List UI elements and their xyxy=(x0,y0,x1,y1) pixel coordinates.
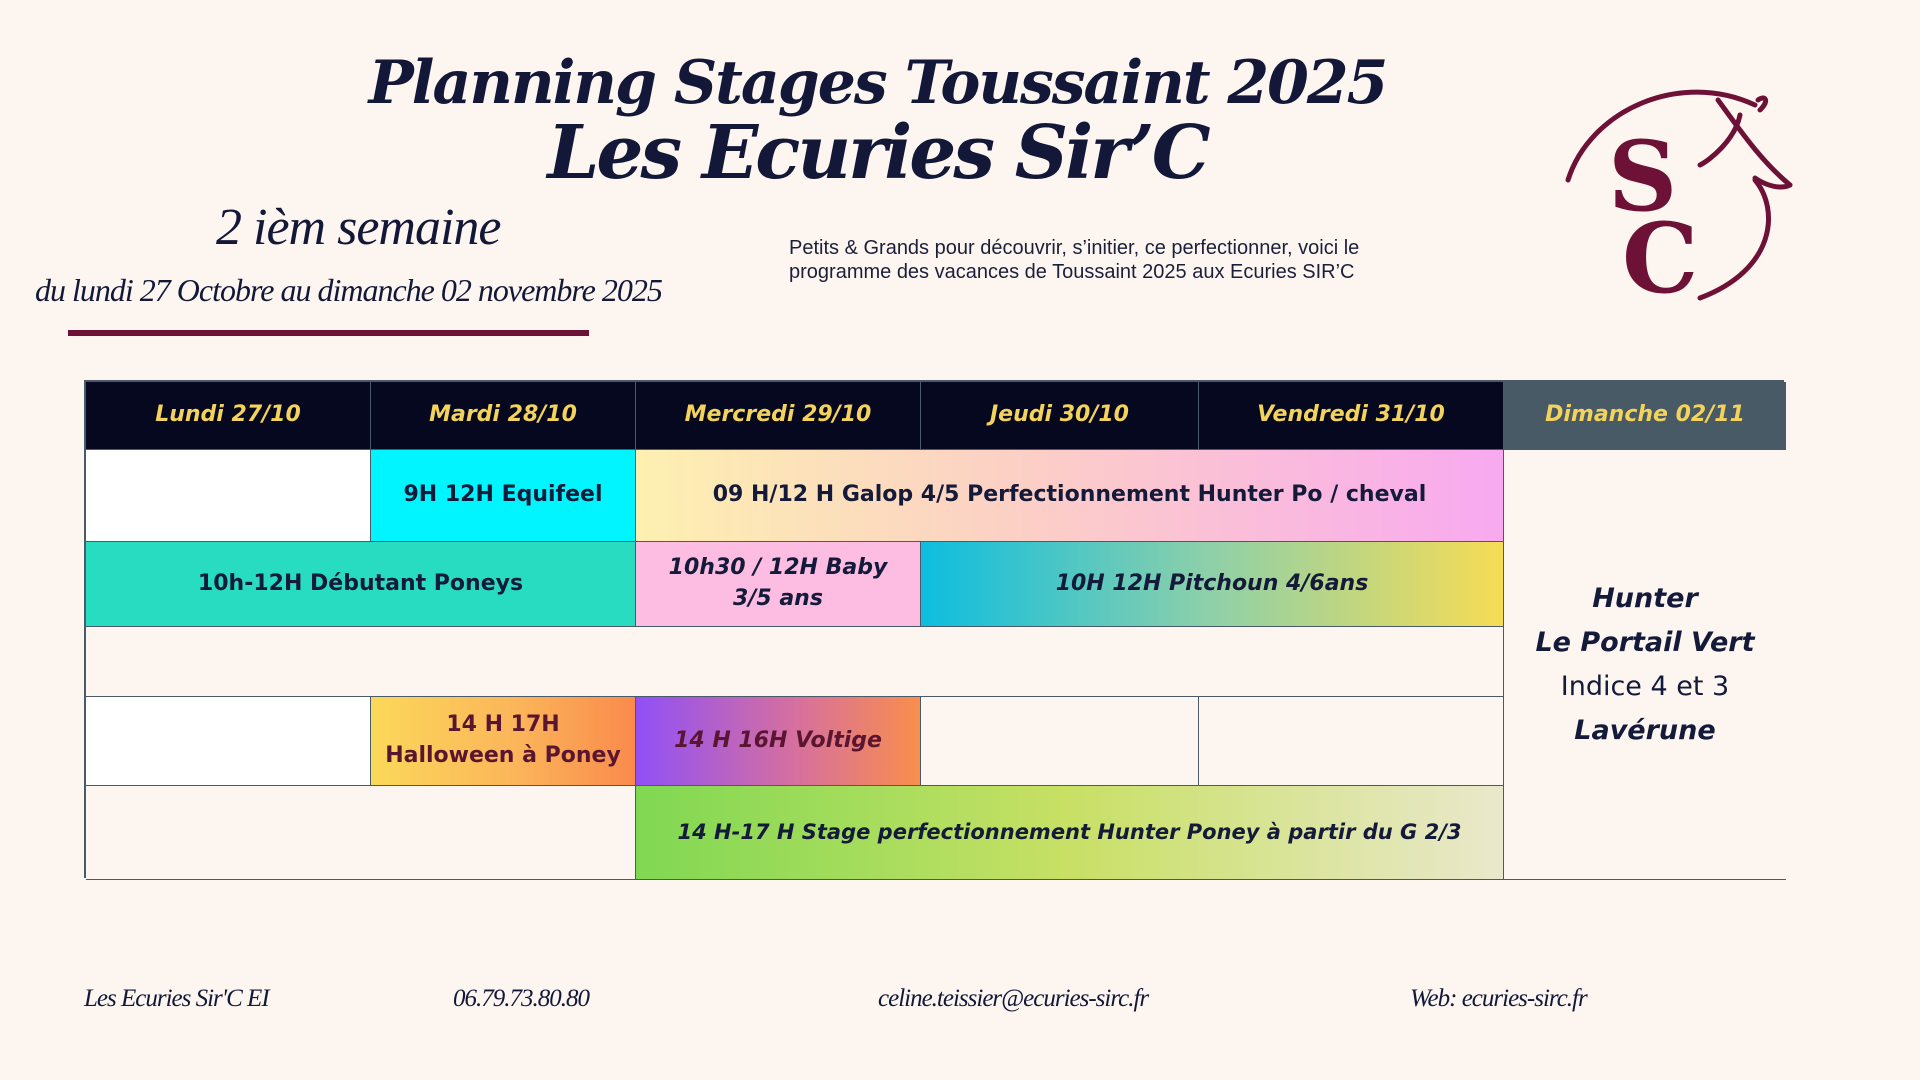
empty-cell xyxy=(86,697,371,786)
intro-line-1: Petits & Grands pour découvrir, s’initier, ce perfectionner, voici le xyxy=(789,237,1360,259)
event-voltige: 14 H 16H Voltige xyxy=(636,697,921,786)
footer-phone[interactable]: 06.79.73.80.80 xyxy=(453,985,589,1012)
empty-cell xyxy=(921,697,1199,786)
week-label: 2 ièm semaine xyxy=(216,199,501,256)
event-halloween-line-1: 14 H 17H xyxy=(446,712,560,738)
header-dimanche: Dimanche 02/11 xyxy=(1504,382,1786,450)
horse-logo-icon xyxy=(1560,70,1810,310)
header-mercredi: Mercredi 29/10 xyxy=(636,382,921,450)
footer-company: Les Ecuries Sir'C EI xyxy=(84,985,269,1012)
date-range: du lundi 27 Octobre au dimanche 02 novembre 2025 xyxy=(35,272,662,308)
svg-text:C: C xyxy=(1622,202,1699,310)
event-debutant-poneys: 10h-12H Débutant Poneys xyxy=(86,542,636,627)
event-halloween xyxy=(371,697,636,786)
sunday-event-location: Lavérune xyxy=(1574,714,1716,746)
empty-row xyxy=(86,627,1504,697)
header-mardi: Mardi 28/10 xyxy=(371,382,636,450)
event-galop-perfectionnement: 09 H/12 H Galop 4/5 Perfectionnement Hunter Po / cheval xyxy=(636,450,1504,542)
event-baby-line-1: 10h30 / 12H Baby xyxy=(668,555,888,581)
sunday-event-venue: Le Portail Vert xyxy=(1535,626,1755,658)
event-equifeel: 9H 12H Equifeel xyxy=(371,450,636,542)
schedule-table xyxy=(84,380,1784,878)
event-halloween-line-2: Halloween à Poney xyxy=(385,743,621,768)
event-baby xyxy=(636,542,921,627)
empty-cell xyxy=(86,786,636,880)
divider xyxy=(68,330,589,336)
footer-email[interactable]: celine.teissier@ecuries-sirc.fr xyxy=(878,985,1149,1012)
header-vendredi: Vendredi 31/10 xyxy=(1199,382,1504,450)
empty-cell xyxy=(86,450,371,542)
event-baby-line-2: 3/5 ans xyxy=(733,586,823,611)
event-pitchoun: 10H 12H Pitchoun 4/6ans xyxy=(921,542,1504,627)
header-lundi: Lundi 27/10 xyxy=(86,382,371,450)
sunday-event-title: Hunter xyxy=(1592,582,1698,614)
empty-cell xyxy=(1199,697,1504,786)
page-title: Planning Stages Toussaint 2025 xyxy=(368,48,1387,118)
header-jeudi: Jeudi 30/10 xyxy=(921,382,1199,450)
footer-website[interactable]: Web: ecuries-sirc.fr xyxy=(1410,985,1587,1012)
sunday-event-level: Indice 4 et 3 xyxy=(1560,670,1730,702)
intro-line-2: programme des vacances de Toussaint 2025 aux Ecuries SIR’C xyxy=(789,261,1355,283)
event-stage-perfectionnement: 14 H-17 H Stage perfectionnement Hunter Poney à partir du G 2/3 xyxy=(636,786,1504,880)
intro-text xyxy=(789,236,1439,284)
page-subtitle: Les Ecuries Sir’C xyxy=(547,110,1208,196)
svg-text:S: S xyxy=(1608,120,1678,233)
sunday-event xyxy=(1504,450,1786,880)
